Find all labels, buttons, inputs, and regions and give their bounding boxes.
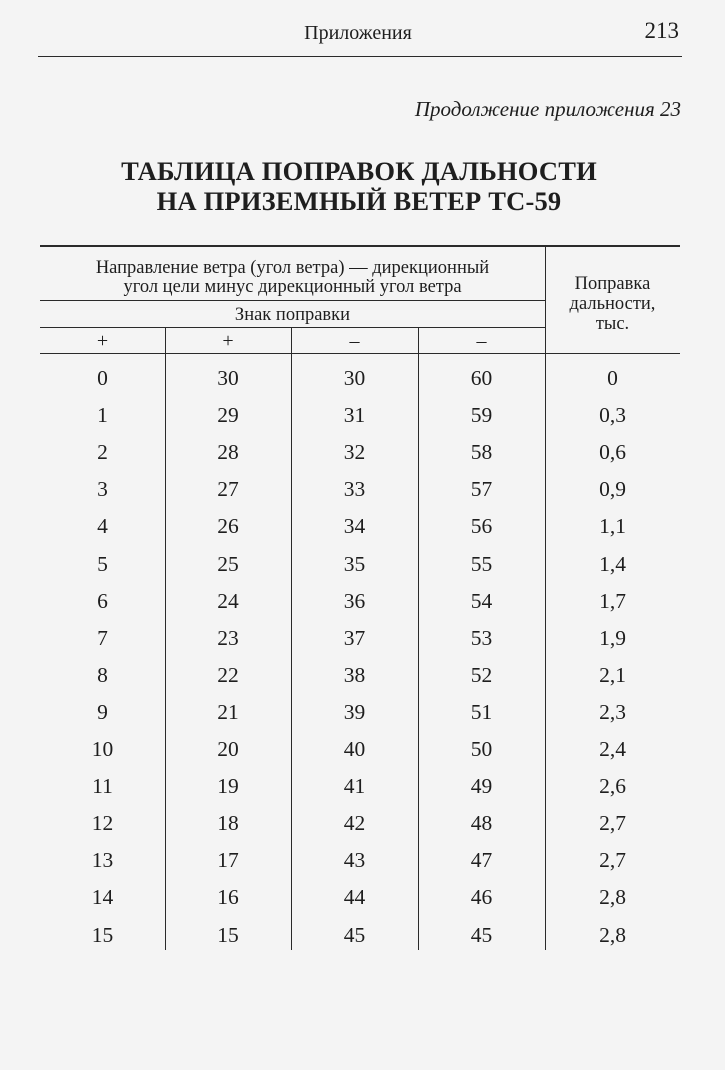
cell-correction: 2,4 — [599, 737, 626, 761]
cell-angle-plus: 8 — [97, 663, 108, 687]
cell-correction: 2,6 — [599, 774, 626, 798]
cell-angle-plus-2: 29 — [217, 403, 239, 427]
cell-angle-minus-2: 56 — [470, 514, 493, 538]
cell-angle-plus-2: 20 — [217, 737, 239, 761]
cell-correction: 2,7 — [599, 848, 626, 872]
cell-correction: 2,8 — [599, 923, 626, 947]
direction-header-line-1: Направление ветра (угол ветра) — дирекционный — [95, 258, 490, 278]
cell-angle-plus: 13 — [91, 848, 114, 872]
table-title-line-1: ТАБЛИЦА ПОПРАВОК ДАЛЬНОСТИ — [121, 156, 597, 186]
direction-header-line-2: угол цели минус дирекционный угол ветра — [123, 277, 462, 297]
sign-plus-1: + — [96, 330, 109, 352]
cell-angle-minus: 36 — [343, 589, 366, 613]
sign-header-rule — [40, 327, 545, 328]
cell-angle-plus-2: 30 — [217, 366, 239, 390]
cell-angle-plus: 10 — [91, 737, 114, 761]
cell-correction: 0,3 — [599, 403, 626, 427]
cell-angle-minus-2: 59 — [470, 403, 493, 427]
cell-correction: 0,9 — [599, 477, 626, 501]
cell-angle-minus: 37 — [343, 626, 366, 650]
cell-angle-plus-2: 17 — [217, 848, 239, 872]
cell-angle-minus-2: 46 — [470, 885, 493, 909]
cell-angle-plus: 0 — [97, 366, 108, 390]
cell-angle-minus-2: 51 — [470, 700, 493, 724]
cell-angle-plus: 14 — [91, 885, 114, 909]
cell-angle-plus: 6 — [97, 589, 108, 613]
cell-correction: 2,1 — [599, 663, 626, 687]
cell-angle-minus: 43 — [343, 848, 366, 872]
cell-angle-minus: 38 — [343, 663, 366, 687]
cell-correction: 1,9 — [599, 626, 626, 650]
cell-angle-minus: 42 — [343, 811, 366, 835]
cell-angle-minus: 40 — [343, 737, 366, 761]
cell-angle-plus-2: 16 — [217, 885, 239, 909]
cell-angle-minus: 44 — [343, 885, 366, 909]
cell-angle-plus-2: 21 — [217, 700, 239, 724]
cell-angle-minus: 45 — [343, 923, 366, 947]
cell-correction: 1,4 — [599, 552, 626, 576]
sign-minus-1: – — [349, 330, 360, 352]
cell-angle-minus-2: 52 — [470, 663, 493, 687]
continuation-note: Продолжение приложения 23 — [414, 97, 681, 121]
cell-angle-minus-2: 45 — [470, 923, 493, 947]
cell-angle-minus: 31 — [343, 403, 366, 427]
cell-angle-minus-2: 57 — [470, 477, 493, 501]
cell-angle-plus: 2 — [97, 440, 108, 464]
cell-angle-minus: 33 — [343, 477, 366, 501]
cell-angle-minus-2: 60 — [470, 366, 493, 390]
sign-plus-2: + — [222, 330, 234, 352]
cell-correction: 0 — [607, 366, 618, 390]
cell-angle-plus-2: 25 — [217, 552, 239, 576]
cell-angle-plus-2: 18 — [217, 811, 239, 835]
direction-header-rule — [40, 300, 545, 301]
cell-angle-plus-2: 19 — [217, 774, 239, 798]
cell-angle-plus: 7 — [97, 626, 108, 650]
correction-header-line-1: Поправка — [574, 274, 651, 294]
cell-angle-minus: 34 — [343, 514, 366, 538]
table-title-line-2: НА ПРИЗЕМНЫЙ ВЕТЕР ТС-59 — [156, 186, 562, 216]
cell-correction: 1,1 — [599, 514, 626, 538]
cell-angle-plus-2: 27 — [217, 477, 239, 501]
cell-angle-plus: 1 — [97, 403, 108, 427]
cell-angle-minus-2: 55 — [470, 552, 493, 576]
running-title: Приложения — [304, 22, 412, 44]
cell-angle-minus-2: 50 — [470, 737, 493, 761]
cell-angle-plus: 11 — [92, 774, 113, 798]
cell-angle-minus: 39 — [343, 700, 366, 724]
cell-angle-plus-2: 28 — [217, 440, 239, 464]
cell-angle-plus: 4 — [97, 514, 108, 538]
cell-angle-minus-2: 54 — [470, 589, 493, 613]
cell-correction: 1,7 — [599, 589, 626, 613]
cell-angle-minus-2: 49 — [470, 774, 493, 798]
cell-angle-minus-2: 58 — [470, 440, 493, 464]
cell-angle-minus: 30 — [343, 366, 366, 390]
cell-angle-plus-2: 22 — [217, 663, 239, 687]
cell-angle-plus-2: 26 — [217, 514, 239, 538]
cell-angle-minus: 41 — [343, 774, 366, 798]
cell-correction: 2,3 — [599, 700, 626, 724]
table-top-rule — [40, 245, 680, 247]
cell-correction: 0,6 — [599, 440, 626, 464]
cell-angle-plus-2: 24 — [217, 589, 239, 613]
cell-angle-minus-2: 47 — [470, 848, 493, 872]
header-rule — [38, 56, 682, 57]
correction-table — [40, 245, 680, 955]
cell-angle-plus: 12 — [91, 811, 114, 835]
cell-angle-plus: 5 — [97, 552, 108, 576]
cell-angle-plus: 3 — [97, 477, 108, 501]
cell-angle-minus: 32 — [343, 440, 366, 464]
cell-angle-plus: 15 — [91, 923, 114, 947]
cell-angle-plus-2: 15 — [217, 923, 239, 947]
cell-angle-plus: 9 — [97, 700, 108, 724]
page-number: 213 — [644, 18, 679, 43]
header-bottom-rule — [40, 353, 680, 354]
cell-angle-minus-2: 48 — [470, 811, 493, 835]
cell-angle-minus: 35 — [343, 552, 366, 576]
correction-header-line-3: тыс. — [595, 314, 630, 334]
sign-header: Знак поправки — [234, 305, 351, 325]
correction-header-line-2: дальности, — [569, 294, 656, 314]
table-title — [0, 156, 718, 216]
sign-minus-2: – — [476, 330, 487, 352]
cell-angle-minus-2: 53 — [470, 626, 493, 650]
cell-correction: 2,8 — [599, 885, 626, 909]
cell-correction: 2,7 — [599, 811, 626, 835]
cell-angle-plus-2: 23 — [217, 626, 239, 650]
